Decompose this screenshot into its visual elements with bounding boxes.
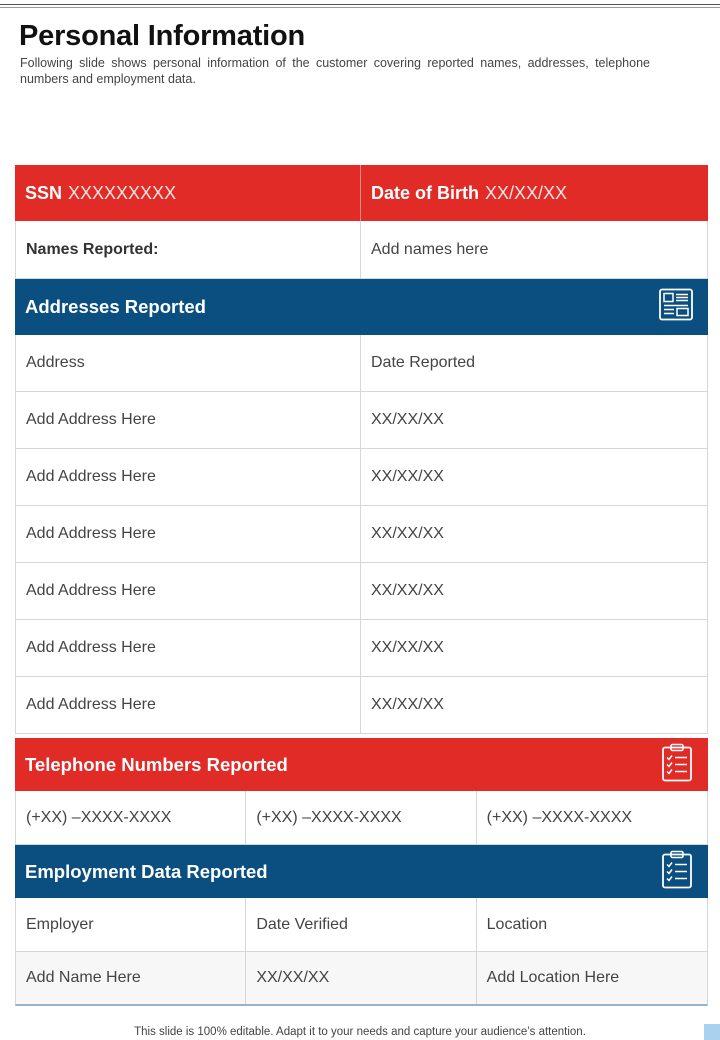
ssn-cell: [15, 165, 361, 221]
corner-accent: [704, 1024, 720, 1040]
address-row: [15, 677, 708, 734]
location-value: Add Location Here: [486, 969, 620, 986]
address-column-header: Address: [16, 335, 361, 391]
addresses-section-header: [15, 279, 708, 335]
address-value: Add Address Here: [16, 449, 361, 505]
address-date-value: XX/XX/XX: [371, 525, 444, 542]
clipboard-checklist-icon: [660, 742, 694, 787]
address-value: Add Address Here: [16, 506, 361, 562]
identity-header-row: [15, 165, 708, 221]
address-date-value: XX/XX/XX: [371, 582, 444, 599]
addresses-column-header-row: [15, 335, 708, 392]
names-label: Names Reported:: [16, 221, 361, 278]
address-value: Add Address Here: [16, 677, 361, 733]
clipboard-checklist-icon: [660, 849, 694, 894]
employment-row: [15, 952, 708, 1006]
employment-section-header: [15, 845, 708, 898]
employment-column-header-row: [15, 898, 708, 952]
dob-cell: [361, 165, 708, 221]
telephones-section-title: Telephone Numbers Reported: [25, 753, 288, 775]
addresses-section-title: Addresses Reported: [25, 296, 206, 317]
ssn-value: XXXXXXXXX: [68, 182, 177, 203]
dob-label: Date of Birth: [371, 182, 479, 203]
address-row: [15, 563, 708, 620]
telephone-number: (+XX) –XXXX-XXXX: [246, 791, 476, 844]
top-rule-secondary: [0, 7, 720, 8]
footer-note: This slide is 100% editable. Adapt it to your needs and capture your audience’s attention.: [134, 1026, 586, 1038]
names-row: [15, 221, 708, 279]
address-row: [15, 392, 708, 449]
newspaper-icon: [658, 287, 694, 328]
address-value: Add Address Here: [16, 563, 361, 619]
date-verified-column-header: Date Verified: [246, 898, 476, 951]
address-row: [15, 449, 708, 506]
address-value: Add Address Here: [16, 392, 361, 448]
telephone-number: (+XX) –XXXX-XXXX: [16, 791, 246, 844]
names-value: Add names here: [371, 240, 489, 258]
address-date-value: XX/XX/XX: [371, 639, 444, 656]
telephones-section-header: [15, 738, 708, 791]
page-title: Personal Information: [19, 20, 306, 52]
address-date-value: XX/XX/XX: [371, 411, 444, 428]
address-row: [15, 506, 708, 563]
page-subtitle: Following slide shows personal information of the customer covering reported names, addresses, telephone numbers and employment data.: [20, 56, 650, 86]
address-row: [15, 620, 708, 677]
employer-value: Add Name Here: [16, 952, 246, 1004]
address-date-value: XX/XX/XX: [371, 696, 444, 713]
date-verified-value: XX/XX/XX: [246, 952, 476, 1004]
employer-column-header: Employer: [16, 898, 246, 951]
telephones-row: [15, 791, 708, 845]
dob-value: XX/XX/XX: [485, 182, 568, 203]
top-rule: [0, 4, 720, 5]
ssn-label: SSN: [25, 182, 63, 203]
date-reported-column-header: Date Reported: [371, 354, 476, 371]
address-date-value: XX/XX/XX: [371, 468, 444, 485]
employment-section-title: Employment Data Reported: [25, 860, 268, 882]
telephone-number: (+XX) –XXXX-XXXX: [486, 808, 633, 826]
location-column-header: Location: [486, 915, 548, 933]
address-value: Add Address Here: [16, 620, 361, 676]
